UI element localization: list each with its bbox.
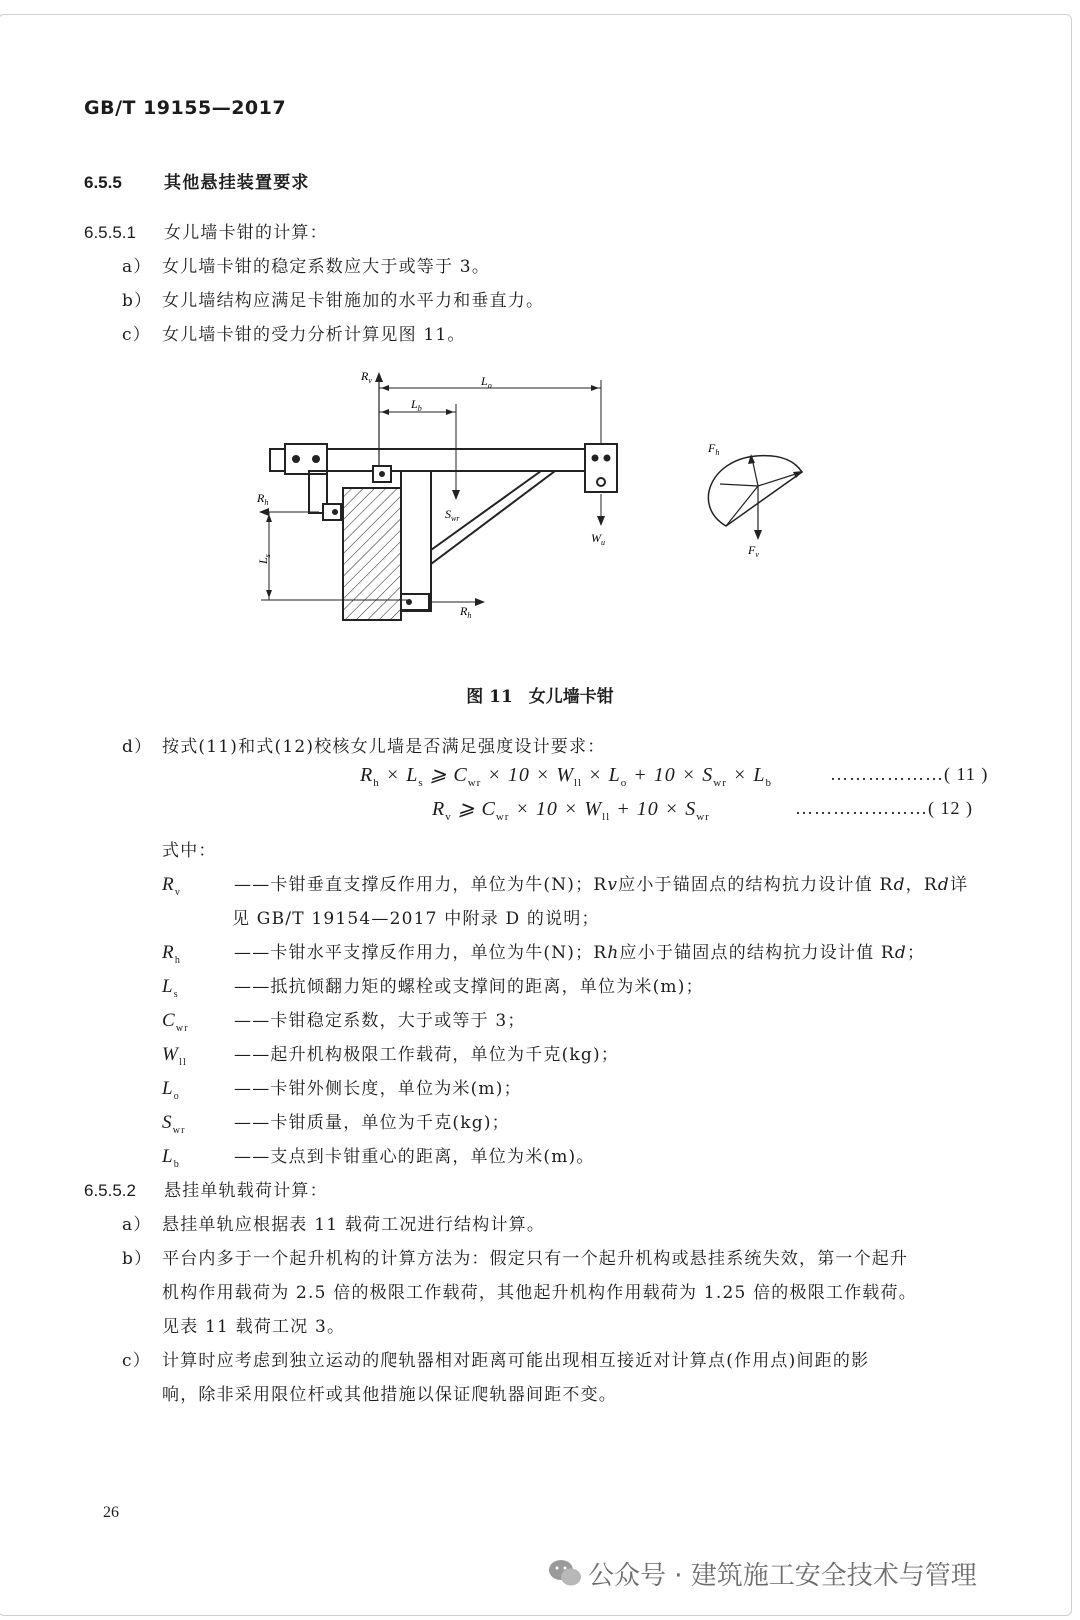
list-item-d [122,732,605,757]
where-label: 式中： [162,841,217,861]
list-item-label: c） [122,325,151,345]
parapet-clamp-diagram [255,370,655,650]
definition-rv: $R_v$ ——卡钳垂直支撑反作用力，单位为牛(N)；Rv应小于锚固点的结构抗力设计值 Rd，Rd详 [162,874,969,898]
list-item-label: a） [122,257,152,277]
section-6-5-5-heading [84,168,310,193]
definition-cwr: $C_{wr}$ ——卡钳稳定系数，大于或等于 3； [162,1010,526,1034]
swr-label: $S_{wr}$ [445,507,460,523]
rv-label: $R_v$ [361,370,372,385]
ls-label: $L_s$ [256,554,272,564]
list-item-b [122,286,544,311]
list-item-c-2: c） 计算时应考虑到独立运动的爬轨器相对距离可能出现相互接近对计算点(作用点)间距的影 [122,1351,870,1371]
subsection-title: 悬挂单轨载荷计算： [164,1181,328,1201]
definition-rv-continued: 见 GB/T 19154—2017 中附录 D 的说明； [232,909,600,929]
figure-title: 女儿墙卡钳 [528,687,614,707]
formula-12: $R_v$ ⩾ $C_{wr} \times 10 \times W_{ll} + 10 \times S_{wr}$ [432,798,710,823]
page-number: 26 [103,1504,119,1521]
formula-11-number: ………………( 11 ) [830,764,989,784]
list-item-text: 按式(11)和式(12)校核女儿墙是否满足强度设计要求： [162,737,606,757]
section-number: 6.5.5 [84,173,122,192]
watermark-text: 公众号 · 建筑施工安全技术与管理 [588,1561,977,1591]
list-item-text: 女儿墙卡钳的稳定系数应大于或等于 3。 [162,257,491,277]
list-item-text: 女儿墙卡钳的受力分析计算见图 11。 [162,325,466,345]
subsection-6-5-5-1-heading [84,218,328,243]
list-item-a [122,252,490,277]
list-item-c-2-line2: 响，除非采用限位杆或其他措施以保证爬轨器间距不变。 [162,1385,617,1405]
subsection-number: 6.5.5.2 [84,1181,136,1200]
list-item-c [122,320,466,345]
section-title: 其他悬挂装置要求 [164,173,310,193]
list-item-label: d） [122,737,153,757]
definition-rh: $R_h$ ——卡钳水平支撑反作用力，单位为牛(N)；Rh应小于锚固点的结构抗力设计值 Rd； [162,942,926,966]
list-item-label: b） [122,291,153,311]
rh-bottom-label: $R_h$ [460,604,472,620]
lb-label: $L_b$ [411,397,422,413]
definition-wll: $W_{ll}$ ——起升机构极限工作载荷，单位为千克(kg)； [162,1044,620,1068]
list-item-a-2: a） 悬挂单轨应根据表 11 载荷工况进行结构计算。 [122,1215,546,1235]
fh-label: $F_h$ [708,441,720,457]
definition-swr: $S_{wr}$ ——卡钳质量，单位为千克(kg)； [162,1112,510,1136]
formula-12-number: …………………( 12 ) [795,798,973,818]
figure-number: 图 11 [466,687,513,707]
subsection-number: 6.5.5.1 [84,223,136,242]
rh-top-label: $R_h$ [257,491,269,507]
list-item-text: 女儿墙结构应满足卡钳施加的水平力和垂直力。 [162,291,545,311]
force-vector-diagram [700,440,820,580]
subsection-6-5-5-2-heading [84,1176,328,1201]
definition-ls: $L_s$ ——抵抗倾翻力矩的螺栓或支撑间的距离，单位为米(m)； [162,976,704,1000]
figure-caption [0,682,1080,707]
list-item-b-2-line2: 机构作用载荷为 2.5 倍的极限工作载荷，其他起升机构作用载荷为 1.25 倍的极限工作载荷。 [162,1283,917,1303]
standard-header: GB/T 19155—2017 [84,97,287,119]
list-item-b-2-line3: 见表 11 载荷工况 3。 [162,1317,346,1337]
lo-label: $L_o$ [481,374,492,390]
wechat-icon [548,1558,582,1588]
formula-11: $R_h \times L_s$ ⩾ $C_{wr} \times 10 \times W_{ll} \times L_o + 10 \times S_{wr} \times L_b$ [360,764,772,789]
fv-label: $F_v$ [748,543,759,559]
definition-lo: $L_o$ ——卡钳外侧长度，单位为米(m)； [162,1078,522,1102]
subsection-title: 女儿墙卡钳的计算： [164,223,328,243]
wu-label: $W_u$ [591,531,605,547]
definition-lb: $L_b$ ——支点到卡钳重心的距离，单位为米(m)。 [162,1146,595,1170]
list-item-b-2: b） 平台内多于一个起升机构的计算方法为：假定只有一个起升机构或悬挂系统失效，第一个起升 [122,1249,909,1269]
